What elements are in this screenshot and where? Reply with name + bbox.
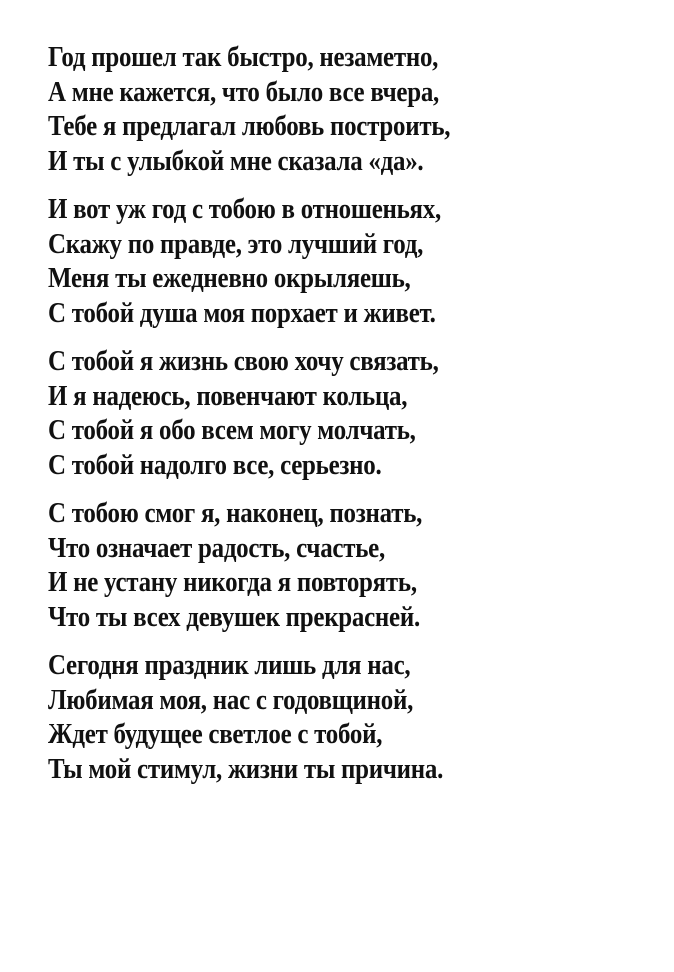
stanza-2 (48, 192, 658, 330)
poem-line: С тобой душа моя порхает и живет. (48, 296, 436, 329)
poem-line: Ждет будущее светлое с тобой, (48, 718, 383, 750)
poem-line: И не устану никогда я повторять, (48, 566, 417, 598)
poem-line: С тобой я жизнь свою хочу связать, (48, 345, 439, 377)
stanza-3 (48, 344, 658, 482)
poem-line: И ты с улыбкой мне сказала «да». (48, 144, 424, 177)
poem-line: Что означает радость, счастье, (48, 531, 385, 564)
poem-line: Год прошел так быстро, незаметно, (48, 41, 439, 73)
poem-line: Тебе я предлагал любовь построить, (48, 110, 451, 142)
poem-line: И я надеюсь, повенчают кольца, (48, 379, 408, 412)
poem-text (48, 40, 658, 800)
poem-line: Сегодня праздник лишь для нас, (48, 649, 411, 681)
poem-line: Любимая моя, нас с годовщиной, (48, 683, 414, 716)
stanza-5 (48, 648, 658, 786)
poem-line: Ты мой стимул, жизни ты причина. (48, 752, 444, 785)
poem-line: С тобой надолго все, серьезно. (48, 448, 382, 481)
poem-line: Скажу по правде, это лучший год, (48, 227, 424, 260)
poem-line: Меня ты ежедневно окрыляешь, (48, 262, 411, 294)
stanza-1 (48, 40, 658, 178)
poem-line: С тобою смог я, наконец, познать, (48, 497, 423, 529)
poem-line: И вот уж год с тобою в отношеньях, (48, 193, 441, 225)
poem-line: А мне кажется, что было все вчера, (48, 75, 440, 108)
stanza-4 (48, 496, 658, 634)
poem-line: С тобой я обо всем могу молчать, (48, 414, 416, 446)
poem-line: Что ты всех девушек прекрасней. (48, 600, 420, 633)
